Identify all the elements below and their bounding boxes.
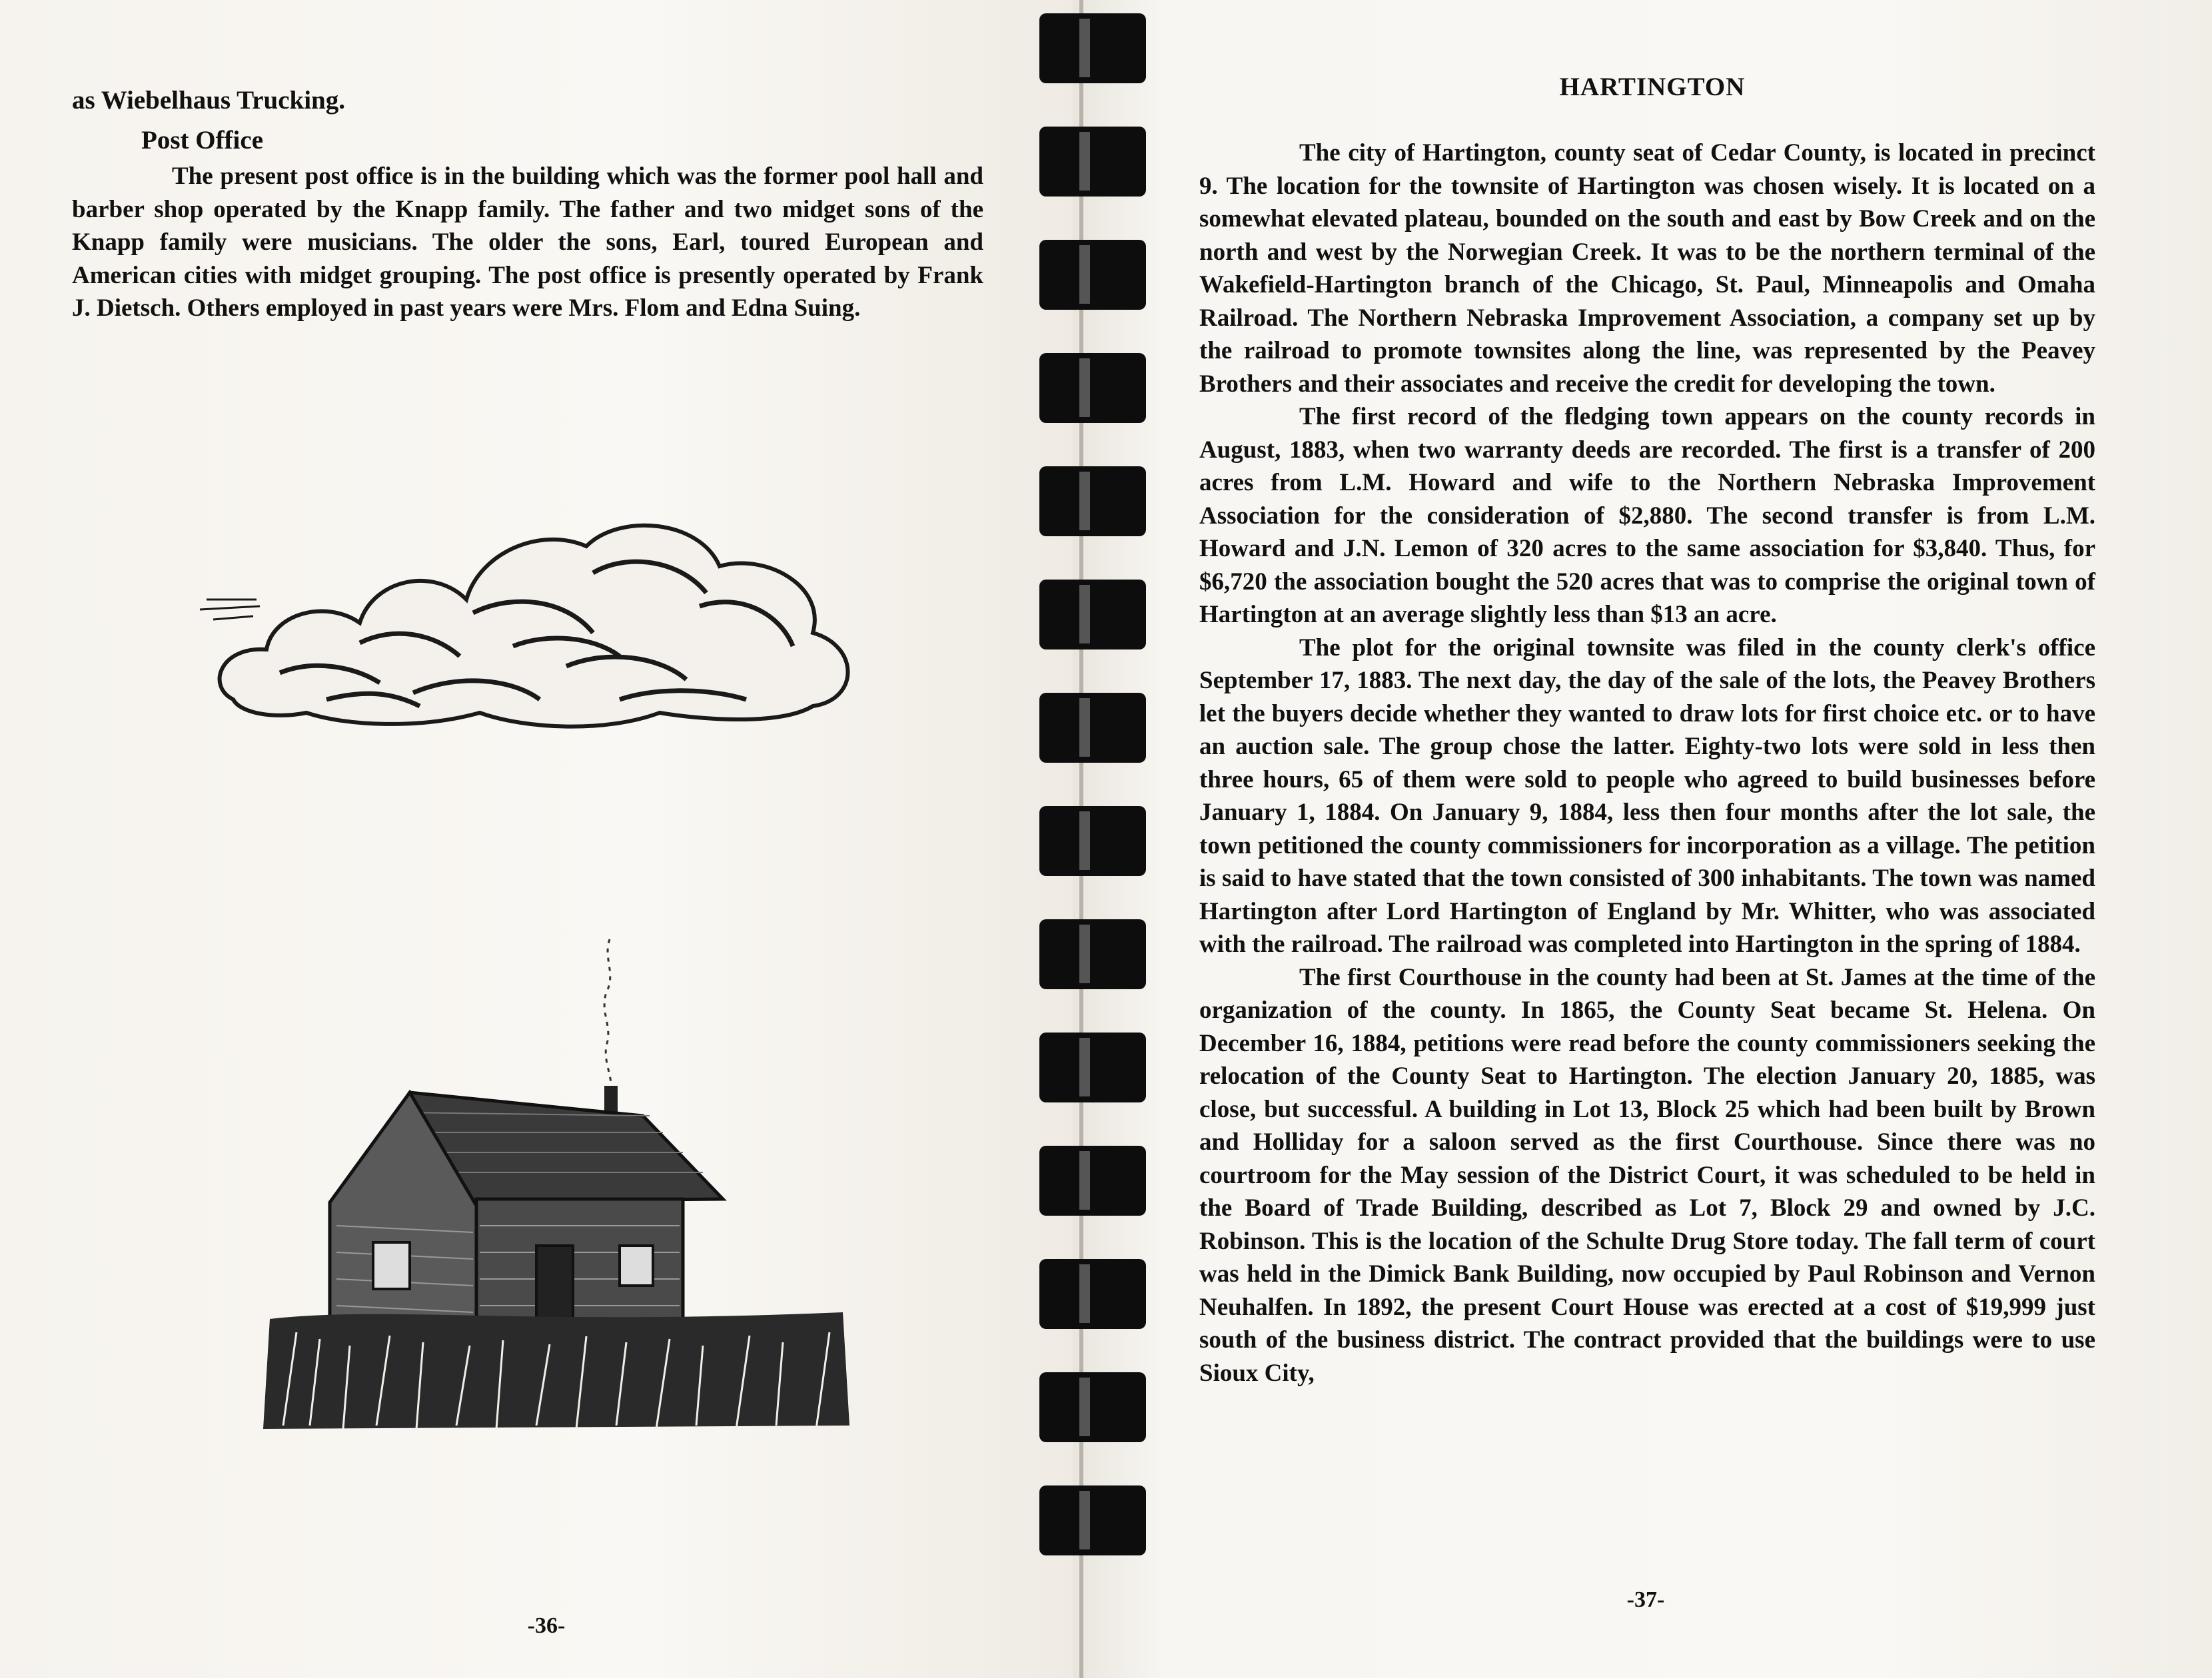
paragraph: The first record of the fledging town appears on the county records in August, 1883, when two warranty deeds are recorded. The first is a transfer of 200 acres from L.M. Howard and wife to the Northern Nebraska Improvement Association for the consideration of $2,880. The second transfer is from L.M. Howard and J.N. Lemon of 320 acres to the same association for $3,840. Thus, for $6,720 the association bought the 520 acres that was to comprise the original town of Hartington at an average slightly less than $13 an acre. bbox=[1199, 403, 2095, 628]
binding-coil bbox=[1039, 1033, 1146, 1102]
page-number-right: -37- bbox=[1626, 1587, 1665, 1612]
paragraph: The city of Hartington, county seat of Cedar County, is located in precinct 9. The location for the townsite of Hartington was chosen wisely. It is located on a somewhat elevated plateau, bounded on the south and east by Bow Creek and on the north and west by the Norwegian Creek. It was to be the northern terminal of the Wakefield-Hartington branch of the Chicago, St. Paul, Minneapolis and Omaha Railroad. The Northern Nebraska Improvement Association, a company set up by the railroad to promote townsites along the line, was represented by the Peavey Brothers and their associates and receive the credit for developing the town. bbox=[1199, 139, 2095, 398]
binding-coil-highlight bbox=[1079, 925, 1090, 983]
binding-coil-highlight bbox=[1079, 1038, 1090, 1096]
continued-text: as Wiebelhaus Trucking. bbox=[72, 86, 345, 115]
binding-coil bbox=[1039, 806, 1146, 876]
spiral-binding bbox=[1033, 0, 1159, 1678]
binding-coil-highlight bbox=[1079, 358, 1090, 417]
binding-coil bbox=[1039, 1259, 1146, 1329]
cloud-illustration bbox=[193, 500, 873, 739]
post-office-paragraph bbox=[72, 160, 983, 325]
binding-coil bbox=[1039, 580, 1146, 649]
binding-coil bbox=[1039, 13, 1146, 83]
binding-coil-highlight bbox=[1079, 698, 1090, 757]
binding-coil bbox=[1039, 1146, 1146, 1216]
binding-coil-highlight bbox=[1079, 1491, 1090, 1549]
binding-coil bbox=[1039, 1485, 1146, 1555]
binding-coil-highlight bbox=[1079, 245, 1090, 304]
hartington-article bbox=[1199, 137, 2095, 1390]
binding-coil-highlight bbox=[1079, 132, 1090, 191]
sod-house-illustration bbox=[257, 933, 856, 1439]
binding-coil bbox=[1039, 919, 1146, 989]
binding-coil-highlight bbox=[1079, 1378, 1090, 1436]
paragraph: The first Courthouse in the county had been at St. James at the time of the organization of the county. In 1865, the County Seat became St. Helena. On December 16, 1884, petitions were read before the county commissioners seeking the relocation of the County Seat to Hartington. The election January 20, 1885, was close, but successful. A building in Lot 13, Block 25 which had been built by Brown and Holliday for a saloon served as the first Courthouse. Since there was no courtroom for the May session of the District Court, it was scheduled to be held in the Board of Trade Building, described as Lot 7, Block 29 and owned by J.C. Robinson. This is the location of the Schulte Drug Store today. The fall term of court was held in the Dimick Bank Building, now occupied by Paul Robinson and Vernon Neuhalfen. In 1892, the present Court House was erected at a cost of $19,999 just south of the business district. The contract provided that the buildings were to use Sioux City, bbox=[1199, 963, 2095, 1387]
binding-coil bbox=[1039, 1372, 1146, 1442]
binding-coil bbox=[1039, 353, 1146, 423]
binding-coil-highlight bbox=[1079, 811, 1090, 870]
binding-coil bbox=[1039, 240, 1146, 310]
binding-coil-highlight bbox=[1079, 19, 1090, 77]
paragraph: The plot for the original townsite was filed in the county clerk's office September 17, 1883. The next day, the day of the sale of the lots, the Peavey Brothers let the buyers decide whether they wanted to draw lots for first choice etc. or to have an auction sale. The group chose the latter. Eighty-two lots were sold in less then three hours, 65 of them were sold to people who agreed to build businesses before January 1, 1884. On January 9, 1884, less then four months after the lot sale, the town petitioned the county commissioners for incorporation as a village. The petition is said to have stated that the town consisted of 300 inhabitants. The town was named Hartington after Lord Hartington of England by Mr. Whitter, who was associated with the railroad. The railroad was completed into Hartington in the spring of 1884. bbox=[1199, 633, 2095, 958]
binding-coil-highlight bbox=[1079, 472, 1090, 530]
binding-coil bbox=[1039, 127, 1146, 197]
binding-coil bbox=[1039, 693, 1146, 763]
binding-coil-highlight bbox=[1079, 1151, 1090, 1210]
section-heading-post-office: Post Office bbox=[141, 126, 264, 155]
binding-coil-highlight bbox=[1079, 1264, 1090, 1323]
binding-coil bbox=[1039, 466, 1146, 536]
paragraph: The present post office is in the building which was the former pool hall and barber shop operated by the Knapp family. The father and two midget sons of the Knapp family were musicians. The older the sons, Earl, toured European and American cities with midget grouping. The post office is presently operated by Frank J. Dietsch. Others employed in past years were Mrs. Flom and Edna Suing. bbox=[72, 163, 983, 322]
page-number-left: -36- bbox=[527, 1613, 566, 1638]
page-title: HARTINGTON bbox=[1559, 73, 1746, 101]
binding-coil-highlight bbox=[1079, 585, 1090, 643]
